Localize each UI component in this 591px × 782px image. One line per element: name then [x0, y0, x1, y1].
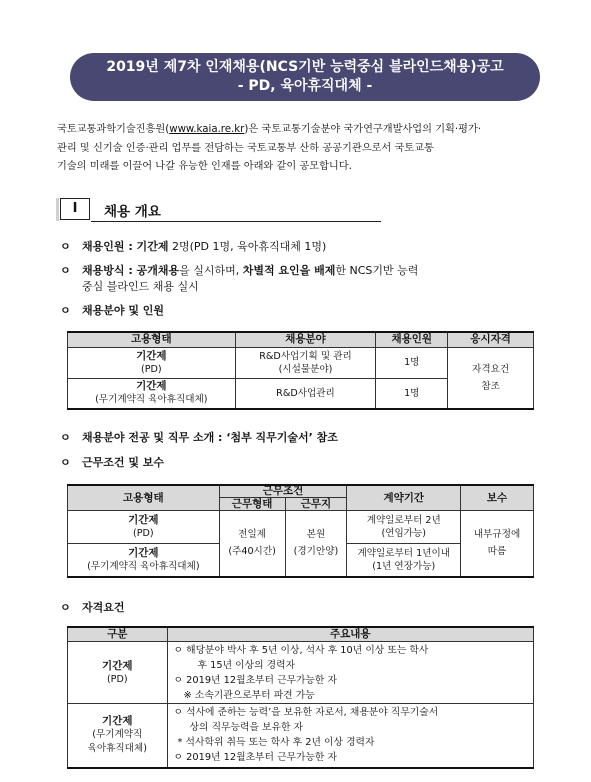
qualification-note: ※ 소속기관으로부터 파견 가능 [183, 689, 315, 701]
cell-kind-sub: (PD) [106, 673, 128, 685]
bullet-label: 채용인원 : 기간제 [82, 240, 169, 253]
cell-kind-sub: 육아휴직대체) [87, 743, 147, 755]
bullet-marker: ㅇ [60, 240, 71, 253]
cell-qualification-sub: 참조 [481, 380, 500, 392]
cell-pay: 내부규정에 [473, 529, 521, 541]
bullet-label: 채용분야 및 인원 [82, 304, 165, 317]
bullet-marker: ㅇ [60, 304, 71, 317]
cell-period-sub: (연임가능) [381, 528, 427, 539]
cell-type: 기간제 [136, 380, 167, 393]
cell-period: 계약일로부터 2년 [366, 515, 441, 526]
cell-type: 기간제 [128, 514, 159, 526]
bullet-label: 채용분야 전공 및 직무 소개 : ‘첨부 직무기술서’ 참조 [82, 431, 338, 444]
section-underline [91, 221, 381, 222]
cell-period-sub: (1년 연장가능) [372, 560, 436, 572]
bullet-text: 한 NCS기반 능력 [335, 264, 419, 277]
cell-work-place-sub: (경기안양) [293, 546, 339, 558]
col-header: 근무형태 [219, 498, 285, 511]
cell-pay-sub: 따름 [487, 546, 507, 558]
bullet-marker: ㅇ [60, 601, 71, 614]
page-title: 2019년 제7차 인재채용(NCS기반 능력중심 블라인드채용)공고 [106, 59, 504, 75]
table-row [68, 511, 534, 544]
cell-type-sub: (PD) [132, 528, 154, 539]
cell-qualification: 자격요건 [472, 363, 510, 375]
cell-work-place: 본원 [306, 529, 326, 541]
cell-kind: 기간제 [102, 715, 133, 728]
cell-type-sub: (PD) [140, 363, 162, 375]
cell-type-sub: (무기계약직 육아휴직대체) [87, 560, 200, 572]
bullet-marker: ㅇ [60, 456, 71, 469]
cell-count: 1명 [376, 347, 448, 378]
intro-line-1 [57, 121, 537, 138]
qualification-item: ㅇ 해당분야 박사 후 5년 이상, 석사 후 10년 이상 또는 학사 [173, 644, 429, 656]
table-row [68, 704, 534, 768]
col-header: 고용형태 [68, 332, 236, 347]
col-header: 구분 [68, 627, 168, 642]
bullet-work-conditions [60, 454, 164, 471]
bullet-marker: ㅇ [60, 264, 71, 277]
col-header: 보수 [461, 485, 534, 511]
cell-kind: 기간제 [102, 659, 133, 672]
page-subtitle: - PD, 육아휴직대체 - [237, 78, 373, 94]
bullet-label: 근무조건 및 보수 [82, 456, 165, 469]
qualification-item-cont: 상의 직무능력을 보유한 자 [189, 722, 303, 734]
table-row [68, 642, 534, 704]
intro-line-3: 기술의 미래를 이끌어 나갈 유능한 인재를 아래와 같이 공모합니다. [57, 161, 352, 172]
cell-type-sub: (무기계약직 육아휴직대체) [95, 394, 208, 406]
bullet-emphasis: 차별적 요인을 배제 [242, 264, 336, 277]
bullet-field-count [60, 302, 164, 319]
qualification-item: ㅇ 2019년 12월초부터 근무가능한 자 [173, 674, 337, 686]
cell-work-form: 전일제 [238, 529, 266, 541]
qualification-item: ㅇ 2019년 12월초부터 근무가능한 자 [173, 752, 337, 764]
website-link[interactable]: www.kaia.re.kr [169, 124, 245, 135]
qualification-note: * 석사학위 취득 또는 학사 후 2년 이상 경력자 [177, 737, 375, 749]
cell-period: 계약일로부터 1년이내 [357, 547, 451, 559]
section-title: 채용 개요 [104, 204, 161, 220]
col-header: 근무조건 [219, 485, 347, 498]
cell-field-sub: (시설물분야) [278, 363, 333, 375]
table-qualifications [67, 626, 534, 769]
section-accent-bar [56, 198, 59, 221]
bullet-qualifications [60, 599, 125, 616]
bullet-label: 채용방식 : 공개채용 [82, 264, 180, 277]
bullet-marker: ㅇ [60, 431, 71, 444]
intro-text: 국토교통과학기술진흥원( [57, 124, 170, 135]
col-header: 계약기간 [347, 485, 461, 511]
bullet-text: 2명(PD 1명, 육아휴직대체 1명) [168, 240, 327, 253]
bullet-recruit-count [60, 238, 326, 255]
table-row [68, 347, 534, 378]
bullet-recruit-method [60, 262, 418, 279]
cell-kind-sub: (무기계약직 [92, 729, 143, 741]
section-number: Ⅰ [60, 198, 90, 220]
col-header: 주요내용 [167, 627, 533, 642]
cell-field: R&D사업기획 및 관리 [259, 350, 352, 362]
cell-work-form-sub: (주40시간) [228, 546, 276, 558]
bullet-text: 을 실시하며, [179, 264, 243, 277]
col-header: 채용인원 [376, 332, 448, 347]
table-work-conditions [67, 484, 534, 578]
table-recruit-fields [67, 331, 534, 410]
cell-type: 기간제 [128, 546, 159, 559]
intro-line-2: 관리 및 신기술 인증·관리 업무를 전담하는 국토교통부 산하 공공기관으로서 국토교통 [57, 143, 434, 154]
cell-type: 기간제 [136, 349, 167, 362]
col-header: 응시자격 [448, 332, 534, 347]
cell-count: 1명 [376, 378, 448, 409]
cell-field: R&D사업관리 [235, 378, 376, 409]
qualification-item: ㅇ 석사에 준하는 능력’을 보유한 자로서, 채용분야 직무기술서 [173, 707, 439, 719]
intro-text: )은 국토교통기술분야 국가연구개발사업의 기획·평가· [244, 124, 482, 135]
col-header: 근무지 [285, 498, 347, 511]
bullet-job-intro [60, 429, 338, 446]
bullet-label: 자격요건 [82, 601, 125, 614]
title-banner [70, 53, 540, 101]
col-header: 고용형태 [68, 485, 220, 511]
bullet-continuation: 중심 블라인드 채용 실시 [82, 280, 199, 293]
col-header: 채용분야 [235, 332, 376, 347]
qualification-item-cont: 후 15년 이상의 경력자 [197, 659, 296, 671]
